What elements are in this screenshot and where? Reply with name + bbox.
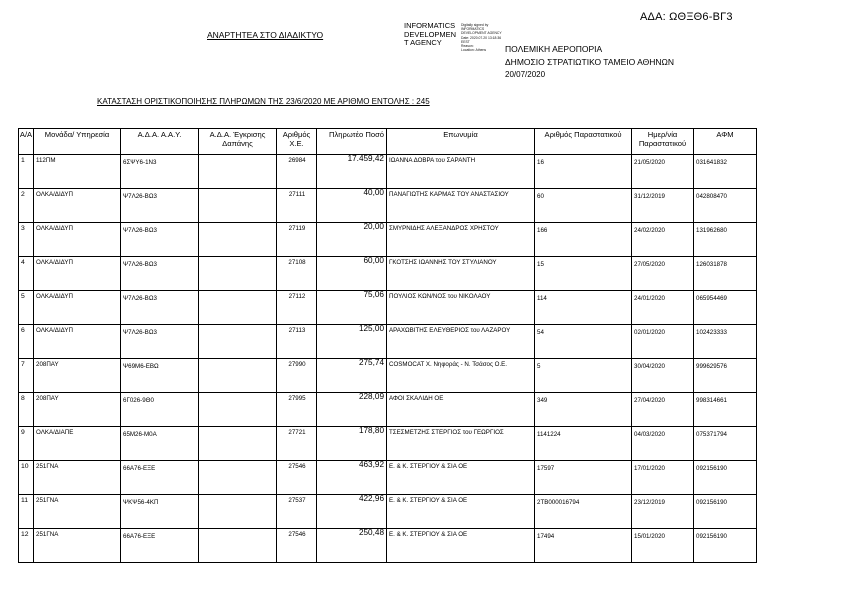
- cell-doc-number-text: 54: [537, 329, 544, 336]
- cell-amount: [317, 529, 387, 563]
- cell-xe-number: [277, 529, 317, 563]
- cell-ada: [121, 155, 199, 189]
- cell-amount: [317, 291, 387, 325]
- cell-ada-text: Ψ7Λ26-ΒΩ3: [123, 329, 157, 336]
- cell-xe-number-text: 27113: [288, 327, 306, 334]
- cell-doc-number: [535, 393, 632, 427]
- cell-aa-text: 1: [21, 157, 25, 164]
- cell-doc-date: [632, 223, 694, 257]
- cell-ada: [121, 257, 199, 291]
- cell-ada-text: 66Α76-ΕΞΕ: [123, 533, 156, 540]
- cell-name: [387, 359, 535, 393]
- table-row: [19, 155, 757, 189]
- table-row: [19, 189, 757, 223]
- cell-ada-approval: [199, 495, 277, 529]
- cell-ada: [121, 359, 199, 393]
- cell-unit: [34, 325, 121, 359]
- cell-ada: [121, 189, 199, 223]
- cell-amount-text: 20,00: [363, 222, 384, 231]
- table-row: [19, 529, 757, 563]
- cell-unit-text: 251ΓΝΑ: [36, 463, 59, 470]
- cell-afm: [694, 359, 757, 393]
- cell-amount: [317, 359, 387, 393]
- cell-name-text: ΤΣΕΣΜΕΤΖΗΣ ΣΤΕΡΓΙΟΣ του ΓΕΩΡΓΙΟΣ: [389, 429, 504, 436]
- col-ada-aay: Α.Δ.Α. Α.Α.Υ.: [121, 129, 199, 155]
- cell-unit: [34, 461, 121, 495]
- cell-name: [387, 325, 535, 359]
- cell-aa: [19, 393, 34, 427]
- cell-unit-text: ΟΛΚΑ/ΔΙΔΥΠ: [36, 191, 73, 198]
- cell-aa: [19, 291, 34, 325]
- cell-name: [387, 393, 535, 427]
- cell-amount-text: 60,00: [363, 256, 384, 265]
- cell-doc-date: [632, 325, 694, 359]
- cell-xe-number: [277, 223, 317, 257]
- table-row: [19, 223, 757, 257]
- table-row: [19, 427, 757, 461]
- cell-ada-approval-text: [199, 155, 276, 157]
- cell-amount-text: 463,92: [358, 460, 384, 469]
- cell-afm-text: 999629576: [696, 363, 727, 370]
- cell-unit: [34, 529, 121, 563]
- cell-doc-date: [632, 427, 694, 461]
- cell-afm-text: 075371794: [696, 431, 727, 438]
- cell-aa-text: 10: [21, 463, 29, 470]
- cell-doc-number: [535, 325, 632, 359]
- cell-name-text: COSMOCAT Χ. Νηφοράς - Ν. Τσάσος Ο.Ε.: [389, 361, 508, 368]
- col-xe-number: Αριθμός Χ.Ε.: [277, 129, 317, 155]
- cell-aa-text: 11: [21, 497, 29, 504]
- cell-doc-number: [535, 291, 632, 325]
- cell-amount: [317, 189, 387, 223]
- cell-name: [387, 461, 535, 495]
- cell-doc-number-text: 1141224: [537, 431, 561, 438]
- cell-doc-date-text: 24/02/2020: [634, 227, 665, 234]
- cell-name: [387, 291, 535, 325]
- cell-doc-date: [632, 495, 694, 529]
- col-ada-approval: Α.Δ.Α. Έγκρισης Δαπάνης: [199, 129, 277, 155]
- table-row: [19, 393, 757, 427]
- cell-ada-text: 66Α76-ΕΞΕ: [123, 465, 156, 472]
- table-body: [19, 155, 757, 563]
- cell-ada-approval-text: [199, 325, 276, 327]
- org-name: ΠΟΛΕΜΙΚΗ ΑΕΡΟΠΟΡΙΑ: [505, 44, 603, 54]
- cell-doc-number: [535, 257, 632, 291]
- cell-ada-approval: [199, 189, 277, 223]
- cell-xe-number: [277, 155, 317, 189]
- cell-doc-date-text: 21/05/2020: [634, 159, 665, 166]
- cell-aa: [19, 427, 34, 461]
- document-title: ΚΑΤΑΣΤΑΣΗ ΟΡΙΣΤΙΚΟΠΟΙΗΣΗΣ ΠΛΗΡΩΜΩΝ ΤΗΣ 23/6/2020 ΜΕ ΑΡΙΘΜΟ ΕΝΤΟΛΗΣ : 245: [97, 97, 430, 106]
- cell-doc-date: [632, 393, 694, 427]
- cell-ada-approval-text: [199, 427, 276, 429]
- cell-aa-text: 5: [21, 293, 25, 300]
- cell-ada: [121, 393, 199, 427]
- cell-ada-text: Ψ7Λ26-ΒΩ3: [123, 261, 157, 268]
- cell-unit: [34, 189, 121, 223]
- cell-xe-number: [277, 257, 317, 291]
- cell-aa-text: 3: [21, 225, 25, 232]
- cell-unit: [34, 291, 121, 325]
- col-unit: Μονάδα/ Υπηρεσία: [34, 129, 121, 155]
- cell-unit-text: 251ΓΝΑ: [36, 497, 59, 504]
- cell-afm-text: 998314661: [696, 397, 727, 404]
- table-row: [19, 461, 757, 495]
- cell-unit-text: ΟΛΚΑ/ΔΙΑΠΕ: [36, 429, 74, 436]
- cell-doc-number: [535, 155, 632, 189]
- col-amount: Πληρωτέο Ποσό: [317, 129, 387, 155]
- table-header-row: [19, 129, 757, 155]
- cell-name-text: ΣΜΥΡΝΙΔΗΣ ΑΛΕΞΑΝΔΡΟΣ ΧΡΗΣΤΟΥ: [389, 225, 499, 232]
- cell-afm-text: 102423333: [696, 329, 727, 336]
- cell-afm: [694, 393, 757, 427]
- cell-ada-text: Ψ7Λ26-ΒΩ3: [123, 227, 157, 234]
- cell-afm: [694, 223, 757, 257]
- cell-afm-text: 065954469: [696, 295, 727, 302]
- cell-aa: [19, 359, 34, 393]
- cell-ada-approval-text: [199, 529, 276, 531]
- cell-doc-date-text: 15/01/2020: [634, 533, 665, 540]
- cell-doc-number: [535, 495, 632, 529]
- cell-unit-text: 208ΠΑΥ: [36, 395, 59, 402]
- cell-name-text: ΙΩΑΝΝΑ ΔΟΒΡΑ του ΣΑΡΑΝΤΗ: [389, 157, 476, 164]
- cell-ada: [121, 461, 199, 495]
- cell-aa-text: 8: [21, 395, 25, 402]
- cell-aa: [19, 257, 34, 291]
- cell-xe-number: [277, 359, 317, 393]
- cell-ada-approval-text: [199, 257, 276, 259]
- cell-ada-text: 6ΣΨΥ6-1Ν3: [123, 159, 157, 166]
- cell-ada: [121, 529, 199, 563]
- digital-signature-stamp: [404, 22, 504, 56]
- cell-ada-approval: [199, 257, 277, 291]
- cell-name-text: ΠΑΝΑΓΙΩΤΗΣ ΚΑΡΜΑΣ ΤΟΥ ΑΝΑΣΤΑΣΙΟΥ: [389, 191, 509, 198]
- cell-unit: [34, 155, 121, 189]
- cell-aa-text: 4: [21, 259, 25, 266]
- cell-xe-number-text: 27112: [288, 293, 306, 300]
- cell-amount: [317, 495, 387, 529]
- cell-aa-text: 12: [21, 531, 29, 538]
- cell-doc-number: [535, 359, 632, 393]
- table-row: [19, 495, 757, 529]
- cell-afm-text: 092156190: [696, 533, 727, 540]
- cell-afm: [694, 257, 757, 291]
- signature-details: Digitally signed by INFORMATICS DEVELOPMENT AGENCY Date: 2020.07.20 13:18:36 EEST Reason: Location: Athens: [461, 23, 502, 53]
- cell-xe-number: [277, 189, 317, 223]
- cell-amount-text: 250,48: [358, 528, 384, 537]
- cell-doc-date-text: 24/01/2020: [634, 295, 665, 302]
- cell-ada-approval-text: [199, 359, 276, 361]
- cell-xe-number-text: 27108: [288, 259, 306, 266]
- cell-ada-approval-text: [199, 495, 276, 497]
- cell-unit-text: 208ΠΑΥ: [36, 361, 59, 368]
- cell-doc-number: [535, 189, 632, 223]
- cell-doc-date-text: 30/04/2020: [634, 363, 665, 370]
- cell-name-text: ΓΚΟΤΣΗΣ ΙΩΑΝΝΗΣ ΤΟΥ ΣΤΥΛΙΑΝΟΥ: [389, 259, 497, 266]
- cell-name: [387, 529, 535, 563]
- cell-aa-text: 2: [21, 191, 25, 198]
- cell-doc-number: [535, 223, 632, 257]
- cell-name: [387, 189, 535, 223]
- cell-unit-text: ΟΛΚΑ/ΔΙΔΥΠ: [36, 225, 73, 232]
- cell-ada-approval: [199, 393, 277, 427]
- cell-afm: [694, 529, 757, 563]
- cell-doc-number-text: 114: [537, 295, 547, 302]
- cell-xe-number-text: 27721: [288, 429, 306, 436]
- cell-ada-approval: [199, 155, 277, 189]
- table-row: [19, 257, 757, 291]
- cell-aa: [19, 461, 34, 495]
- cell-ada-approval-text: [199, 461, 276, 463]
- cell-ada-approval: [199, 461, 277, 495]
- cell-amount: [317, 325, 387, 359]
- cell-name-text: Ε. & Κ. ΣΤΕΡΓΙΟΥ & ΣΙΑ ΟΕ: [389, 463, 468, 470]
- cell-ada-approval-text: [199, 291, 276, 293]
- cell-name-text: Ε. & Κ. ΣΤΕΡΓΙΟΥ & ΣΙΑ ΟΕ: [389, 497, 468, 504]
- cell-xe-number-text: 27546: [288, 531, 306, 538]
- cell-unit: [34, 359, 121, 393]
- cell-name-text: ΠΟΥΛΙΟΣ ΚΩΝ/ΝΟΣ του ΝΙΚΟΛΑΟΥ: [389, 293, 491, 300]
- document-date: 20/07/2020: [505, 70, 546, 79]
- cell-xe-number-text: 27995: [288, 395, 306, 402]
- cell-doc-date-text: 23/12/2019: [634, 499, 665, 506]
- publish-notice: ΑΝΑΡΤΗΤΕΑ ΣΤΟ ΔΙΑΔΙΚΤΥΟ: [207, 30, 324, 40]
- cell-amount: [317, 155, 387, 189]
- cell-ada: [121, 427, 199, 461]
- cell-xe-number-text: 27119: [288, 225, 306, 232]
- cell-ada-approval: [199, 529, 277, 563]
- cell-amount: [317, 223, 387, 257]
- cell-afm-text: 092156190: [696, 465, 727, 472]
- cell-unit: [34, 223, 121, 257]
- col-aa: Α/Α: [19, 129, 34, 155]
- cell-ada-approval-text: [199, 223, 276, 225]
- table-row: [19, 325, 757, 359]
- cell-amount: [317, 461, 387, 495]
- cell-ada-text: Ψ7Λ26-ΒΩ3: [123, 193, 157, 200]
- cell-afm: [694, 155, 757, 189]
- cell-afm-text: 031641832: [696, 159, 727, 166]
- cell-unit-text: ΟΛΚΑ/ΔΙΔΥΠ: [36, 293, 73, 300]
- cell-afm-text: 092156190: [696, 499, 727, 506]
- cell-unit-text: 112ΠΜ: [36, 157, 56, 164]
- cell-afm: [694, 325, 757, 359]
- cell-aa-text: 6: [21, 327, 25, 334]
- cell-doc-date-text: 27/04/2020: [634, 397, 665, 404]
- cell-aa: [19, 495, 34, 529]
- col-doc-date: Ημερ/νία Παραστατικού: [632, 129, 694, 155]
- cell-name: [387, 155, 535, 189]
- cell-aa-text: 9: [21, 429, 25, 436]
- cell-ada-approval: [199, 427, 277, 461]
- cell-xe-number-text: 27537: [288, 497, 306, 504]
- cell-aa: [19, 189, 34, 223]
- cell-ada: [121, 325, 199, 359]
- cell-ada: [121, 291, 199, 325]
- cell-afm: [694, 495, 757, 529]
- cell-unit: [34, 495, 121, 529]
- cell-doc-date: [632, 257, 694, 291]
- cell-afm-text: 131962680: [696, 227, 727, 234]
- cell-doc-number-text: 5: [537, 363, 541, 370]
- cell-amount-text: 40,00: [363, 188, 384, 197]
- cell-xe-number-text: 27990: [288, 361, 306, 368]
- cell-ada-approval-text: [199, 189, 276, 191]
- cell-name: [387, 495, 535, 529]
- cell-ada-text: 65Μ26-Μ0Α: [123, 431, 157, 438]
- cell-ada-approval: [199, 359, 277, 393]
- cell-doc-number: [535, 427, 632, 461]
- cell-ada-approval-text: [199, 393, 276, 395]
- cell-afm: [694, 461, 757, 495]
- cell-xe-number: [277, 393, 317, 427]
- org-subunit: ΔΗΜΟΣΙΟ ΣΤΡΑΤΙΩΤΙΚΟ ΤΑΜΕΙΟ ΑΘΗΝΩΝ: [505, 57, 675, 67]
- cell-amount: [317, 427, 387, 461]
- cell-doc-number-text: 16: [537, 159, 544, 166]
- cell-name-text: Ε. & Κ. ΣΤΕΡΓΙΟΥ & ΣΙΑ ΟΕ: [389, 531, 468, 538]
- ada-code: ΑΔΑ: ΩΘΞΘ6-ΒΓ3: [640, 11, 733, 23]
- cell-unit: [34, 427, 121, 461]
- cell-doc-number: [535, 529, 632, 563]
- cell-amount-text: 228,09: [358, 392, 384, 401]
- signature-agency-name: INFORMATICS DEVELOPMEN T AGENCY: [404, 21, 457, 48]
- cell-amount-text: 75,06: [363, 290, 384, 299]
- cell-amount-text: 17.459,42: [347, 154, 384, 163]
- cell-xe-number-text: 27546: [288, 463, 306, 470]
- cell-doc-number-text: 17597: [537, 465, 555, 472]
- cell-doc-date-text: 27/05/2020: [634, 261, 665, 268]
- cell-doc-number-text: 166: [537, 227, 548, 234]
- cell-xe-number: [277, 461, 317, 495]
- col-afm: ΑΦΜ: [694, 129, 757, 155]
- cell-unit-text: 251ΓΝΑ: [36, 531, 59, 538]
- cell-amount-text: 275,74: [358, 358, 384, 367]
- cell-ada: [121, 495, 199, 529]
- cell-doc-number-text: 15: [537, 261, 544, 268]
- cell-amount-text: 125,00: [358, 324, 384, 333]
- cell-xe-number: [277, 325, 317, 359]
- cell-aa: [19, 325, 34, 359]
- cell-doc-number-text: 349: [537, 397, 548, 404]
- cell-afm-text: 042808470: [696, 193, 727, 200]
- table-row: [19, 291, 757, 325]
- cell-doc-number-text: 60: [537, 193, 544, 200]
- cell-afm: [694, 189, 757, 223]
- cell-ada-text: ΨΚΨ56-4ΚΠ: [123, 499, 159, 506]
- cell-doc-date-text: 17/01/2020: [634, 465, 665, 472]
- cell-ada-approval: [199, 325, 277, 359]
- cell-unit: [34, 257, 121, 291]
- cell-doc-date: [632, 359, 694, 393]
- cell-ada-approval: [199, 291, 277, 325]
- table-row: [19, 359, 757, 393]
- col-name: Επωνυμία: [387, 129, 535, 155]
- col-doc-number: Αριθμός Παραστατικού: [535, 129, 632, 155]
- cell-doc-number-text: 17494: [537, 533, 555, 540]
- cell-xe-number: [277, 291, 317, 325]
- cell-name: [387, 257, 535, 291]
- cell-ada: [121, 223, 199, 257]
- cell-unit: [34, 393, 121, 427]
- cell-unit-text: ΟΛΚΑ/ΔΙΔΥΠ: [36, 259, 73, 266]
- cell-afm-text: 126031878: [696, 261, 727, 268]
- cell-xe-number: [277, 495, 317, 529]
- payments-table: [18, 128, 757, 563]
- cell-name: [387, 427, 535, 461]
- cell-aa: [19, 223, 34, 257]
- cell-doc-date-text: 02/01/2020: [634, 329, 665, 336]
- cell-afm: [694, 427, 757, 461]
- cell-xe-number-text: 27111: [288, 191, 306, 198]
- cell-amount: [317, 257, 387, 291]
- cell-doc-number-text: 2ΤΒ000016794: [537, 499, 580, 506]
- cell-aa: [19, 529, 34, 563]
- cell-unit-text: ΟΛΚΑ/ΔΙΔΥΠ: [36, 327, 73, 334]
- cell-ada-text: Ψ7Λ26-ΒΩ3: [123, 295, 157, 302]
- cell-doc-date-text: 04/03/2020: [634, 431, 665, 438]
- cell-doc-date: [632, 189, 694, 223]
- cell-xe-number: [277, 427, 317, 461]
- cell-amount-text: 422,96: [358, 494, 384, 503]
- cell-ada-text: Ψ69Μ6-ΕΒΩ: [123, 363, 159, 370]
- cell-aa-text: 7: [21, 361, 25, 368]
- cell-ada-approval: [199, 223, 277, 257]
- cell-name: [387, 223, 535, 257]
- cell-doc-date: [632, 291, 694, 325]
- cell-doc-date: [632, 529, 694, 563]
- cell-doc-number: [535, 461, 632, 495]
- cell-doc-date: [632, 155, 694, 189]
- cell-xe-number-text: 26984: [288, 157, 306, 164]
- cell-amount-text: 178,80: [358, 426, 384, 435]
- cell-aa: [19, 155, 34, 189]
- cell-ada-text: 6Γ026-9Θ0: [123, 397, 154, 404]
- cell-doc-date: [632, 461, 694, 495]
- cell-name-text: ΑΦΟΙ ΣΚΑΛΙΔΗ ΟΕ: [389, 395, 444, 402]
- cell-afm: [694, 291, 757, 325]
- cell-amount: [317, 393, 387, 427]
- cell-doc-date-text: 31/12/2019: [634, 193, 665, 200]
- cell-name-text: ΑΡΑΧΩΒΙΤΗΣ ΕΛΕΥΘΕΡΙΟΣ του ΛΑΖΑΡΟΥ: [389, 327, 511, 334]
